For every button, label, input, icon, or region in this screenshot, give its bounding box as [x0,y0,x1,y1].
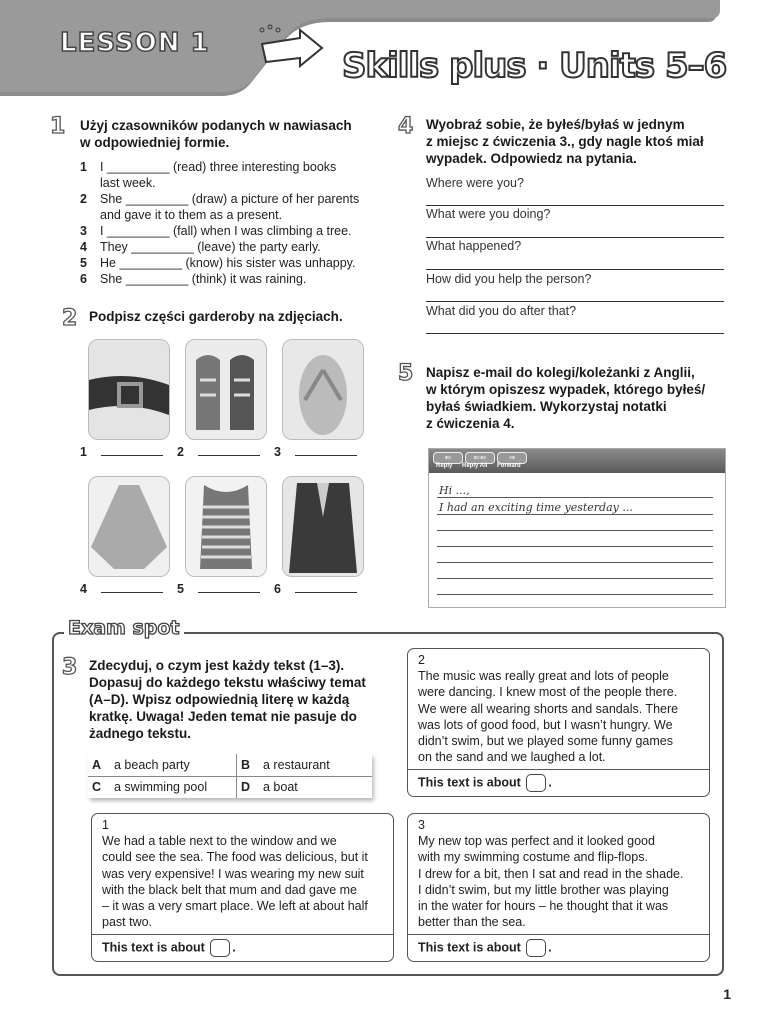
topic-value: a swimming pool [110,776,237,798]
question-2: What were you doing? [426,207,551,221]
reply-arrow-icon[interactable]: ⇐ [433,452,463,464]
photo-label-1: 1 [80,445,163,459]
flip-flops-image [283,340,363,439]
text-number: 2 [418,653,425,667]
email-line [437,514,713,515]
email-greeting: Hi ..., [439,484,470,497]
page-title: Skills plus · Units 5–6 [342,46,727,86]
topic-value: a restaurant [263,757,330,772]
text-about: This text is about . [102,939,236,957]
answer-line [426,333,724,334]
answer-box[interactable] [210,939,230,957]
answer-line [426,301,724,302]
topic-key: C [92,780,102,795]
forward-label: Forward [497,463,521,469]
topic-key: B [241,757,251,772]
text-box-2 [407,648,710,797]
forward-arrow-icon[interactable]: ⇒ [497,452,527,464]
topic-value: a boat [263,780,298,795]
email-line [437,530,713,531]
exercise-2-number: 2 [62,306,78,331]
text-body: We had a table next to the window and we could see the sea. The food was delicious, but it was very expensive! I was wearing my new suit with the black belt that mum and dad gave me – it was a very smart place. We left at about half past two. [102,834,368,930]
page-number: 1 [723,986,731,1002]
text-box-1 [91,813,394,962]
exercise-5-number: 5 [398,361,414,386]
photo-label-2: 2 [177,445,260,459]
belt-image [89,340,169,439]
photo-label-4: 4 [80,582,163,596]
divider [92,934,393,935]
text-body: My new top was perfect and it looked good with my swimming costume and flip-flops. I drew for a bit, then I sat and read in the shade. I didn’t swim, but my little brother was playing in the water for hours – he thought that it was better than the sea. [418,834,684,930]
list-item: 1 I _________ (read) three interesting books [80,160,337,174]
photo-poncho [88,476,170,577]
email-line [437,578,713,579]
answer-line [426,269,724,270]
photo-label-5: 5 [177,582,260,596]
exam-spot-label: Exam spot [64,617,184,639]
email-window [428,448,726,608]
topic-key: D [241,780,251,795]
question-1: Where were you? [426,176,524,190]
text-about: This text is about . [418,774,552,792]
email-line [437,562,713,563]
exercise-2-instruction: Podpisz części garderoby na zdjęciach. [89,309,343,324]
text-number: 3 [418,818,425,832]
text-body: The music was really great and lots of people were dancing. I knew most of the people there. We were all wearing shorts and sandals. There was lots of good food, but I wasn’t hungry. We didn’t swim, but we played some funny games on the sand and we laughed a lot. [418,669,679,765]
photo-suit [282,476,364,577]
exercise-4-number: 4 [398,114,414,139]
email-line [437,546,713,547]
divider [408,769,709,770]
email-line [437,594,713,595]
exercise-4-instruction: Wyobraź sobie, że byłeś/byłaś w jednym z miejsc z ćwiczenia 3., gdy nagle ktoś miał wypadek. Odpowiedz na pytania. [426,117,704,166]
list-item-cont: last week. [100,176,156,190]
answer-box[interactable] [526,939,546,957]
photo-striped-top [185,476,267,577]
topics-table [88,754,372,798]
striped-top-image [186,477,266,576]
question-3: What happened? [426,239,522,253]
suit-image [283,477,363,576]
exercise-3-instruction: Zdecyduj, o czym jest każdy tekst (1–3). Dopasuj do każdego tekstu właściwy temat (A–D). Wpisz odpowiednią literę w każdą kratkę. Uwaga! Jeden temat nie pasuje do żadnego tekstu. [89,658,366,741]
topic-key: A [92,757,102,772]
question-4: How did you help the person? [426,272,592,286]
reply-label: Reply [436,463,453,469]
list-item: 6 She _________ (think) it was raining. [80,272,307,286]
exercise-1-instruction: Użyj czasowników podanych w nawiasach w odpowiedniej formie. [80,118,352,150]
topic-value: a beach party [110,754,237,776]
list-item: 3 I _________ (fall) when I was climbing a tree. [80,224,352,238]
exercise-1-items [80,159,380,287]
photo-sandals [185,339,267,440]
list-item: 5 He _________ (know) his sister was unhappy. [80,256,356,270]
list-item: 2 She _________ (draw) a picture of her parents [80,192,360,206]
answer-box[interactable] [526,774,546,792]
photo-belt [88,339,170,440]
lesson-label: LESSON 1 [60,28,210,58]
answer-line [426,237,724,238]
exercise-1-number: 1 [50,114,66,139]
exercise-5-instruction: Napisz e-mail do kolegi/koleżanki z Anglii, w którym opiszesz wypadek, którego byłeś/ byłaś świadkiem. Wykorzystaj notatki z ćwiczenia 4. [426,365,706,431]
reply-all-label: Reply All [462,463,488,469]
question-5: What did you do after that? [426,304,577,318]
email-toolbar [429,449,725,473]
email-line [437,497,713,498]
list-item-cont: and gave it to them as a present. [100,208,283,222]
poncho-image [89,477,169,576]
photo-flip-flops [282,339,364,440]
sandals-image [186,340,266,439]
answer-line [426,205,724,206]
list-item: 4 They _________ (leave) the party early. [80,240,321,254]
email-first-line: I had an exciting time yesterday ... [439,501,633,514]
photo-label-3: 3 [274,445,357,459]
text-about: This text is about . [418,939,552,957]
text-number: 1 [102,818,109,832]
exercise-3-number: 3 [62,655,78,680]
divider [408,934,709,935]
photo-label-6: 6 [274,582,357,596]
reply-all-arrow-icon[interactable]: ⇐⇐ [465,452,495,464]
text-box-3 [407,813,710,962]
